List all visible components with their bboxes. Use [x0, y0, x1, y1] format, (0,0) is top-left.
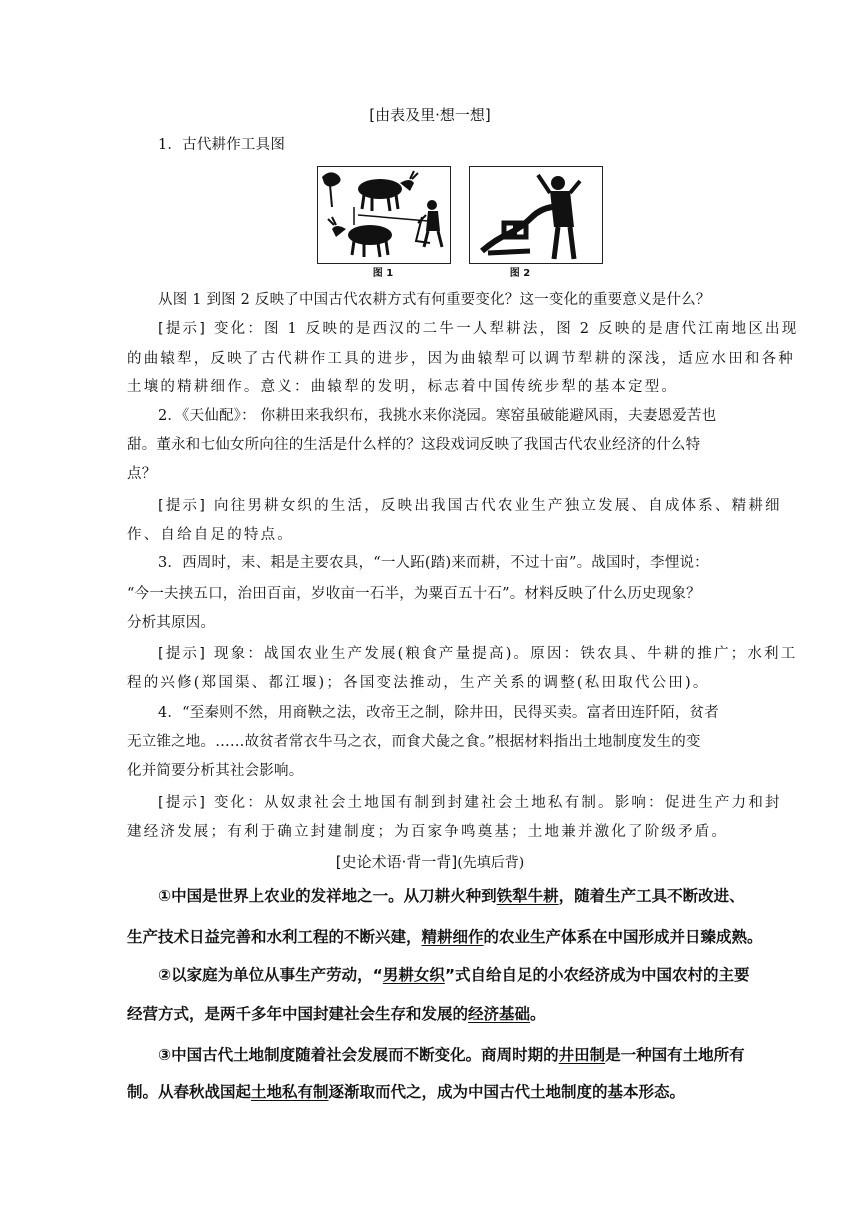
q2-hint-line-1: [提示] 向往男耕女织的生活，反映出我国古代农业生产独立发展、自成体系、精耕细 — [158, 498, 782, 514]
q3-hint-line-2: 程的兴修(郑国渠、都江堰)；各国变法推动，生产关系的调整(私田取代公田)。 — [127, 675, 710, 691]
section-title-think: [由表及里·想一想] — [369, 106, 491, 124]
q2-line-3: 点？ — [127, 466, 157, 482]
q1-label: 1．古代耕作工具图 — [158, 137, 286, 153]
q3-line-3: 分析其原因。 — [127, 615, 216, 631]
recite-p2-line-2: 经营方式，是两千多年中国封建社会生存和发展的经济基础。 — [127, 1005, 546, 1023]
hint-tag: [提示] — [158, 646, 208, 662]
q2-hint-line-2: 作、自给自足的特点。 — [127, 527, 294, 543]
fill-blank-answer: 铁犁牛耕 — [496, 887, 559, 905]
hint-tag: [提示] — [158, 321, 208, 337]
q1-hint-line-2: 的曲辕犁，反映了古代耕作工具的进步，因为曲辕犁可以调节犁耕的深浅，适应水田和各种 — [127, 351, 795, 367]
q4-line-3: 化并简要分析其社会影响。 — [127, 763, 304, 779]
q4-line-2: 无立锥之地。……故贫者常衣牛马之衣，而食犬彘之食。”根据材料指出土地制度发生的变 — [127, 734, 701, 750]
fill-blank-answer: 经济基础 — [468, 1005, 531, 1023]
hint-tag: [提示] — [158, 795, 208, 811]
q4-hint-line-1: [提示] 变化：从奴隶社会土地国有制到封建社会土地私有制。影响：促进生产力和封 — [158, 795, 782, 811]
q1-question: 从图 1 到图 2 反映了中国古代农耕方式有何重要变化？这一变化的重要意义是什么？ — [158, 292, 711, 308]
q1-hint-line-3: 土壤的精耕细作。意义：曲辕犁的发明，标志着中国传统步犁的基本定型。 — [127, 379, 679, 395]
curved-plough-illustration — [470, 167, 602, 263]
q3-line-2: “今一夫挟五口，治田百亩，岁收亩一石半，为粟百五十石”。材料反映了什么历史现象？ — [127, 586, 701, 602]
recite-p1-line-1: ①中国是世界上农业的发祥地之一。从刀耕火种到铁犁牛耕，随着生产工具不断改进、 — [158, 887, 745, 905]
q2-line-1: 2．《天仙配》： 你耕田来我织布，我挑水来你浇园。寒窑虽破能避风雨，夫妻恩爱苦也 — [158, 408, 717, 424]
section-title-recite: [史论术语·背一背](先填后背) — [335, 853, 525, 871]
fill-blank-answer: 男耕女织 — [382, 966, 445, 984]
hint-tag: [提示] — [158, 498, 208, 514]
fill-blank-answer: 土地私有制 — [251, 1083, 329, 1101]
recite-p3-line-1: ③中国古代土地制度随着社会发展而不断变化。商周时期的井田制是一种国有土地所有 — [158, 1046, 745, 1064]
recite-p3-line-2: 制。从春秋战国起土地私有制逐渐取而代之，成为中国古代土地制度的基本形态。 — [127, 1083, 686, 1101]
figure-1-ox-plough — [317, 166, 451, 264]
q4-line-1: 4．“至秦则不然，用商鞅之法，改帝王之制，除井田，民得买卖。富者田连阡陌，贫者 — [158, 705, 719, 721]
q2-line-2: 甜。董永和七仙女所向往的生活是什么样的？这段戏词反映了我国古代农业经济的什么特 — [127, 437, 701, 453]
figure-2-curved-plough — [469, 166, 603, 264]
fill-blank-answer: 井田制 — [558, 1046, 606, 1064]
q1-hint-line-1: [提示] 变化：图 1 反映的是西汉的二牛一人犁耕法，图 2 反映的是唐代江南地区出现 — [158, 321, 799, 337]
recite-p2-line-1: ②以家庭为单位从事生产劳动，“男耕女织”式自给自足的小农经济成为中国农村的主要 — [158, 966, 750, 984]
q3-hint-line-1: [提示] 现象：战国农业生产发展(粮食产量提高)。原因：铁农具、牛耕的推广；水利工 — [158, 646, 798, 662]
figure-2-caption: 图 2 — [509, 268, 531, 279]
q4-hint-line-2: 建经济发展；有利于确立封建制度；为百家争鸣奠基；土地兼并激化了阶级矛盾。 — [127, 824, 729, 840]
recite-p1-line-2: 生产技术日益完善和水利工程的不断兴建，精耕细作的农业生产体系在中国形成并日臻成熟。 — [127, 928, 763, 946]
ox-plough-illustration — [318, 167, 450, 263]
fill-blank-answer: 精耕细作 — [421, 928, 484, 946]
figure-1-caption: 图 1 — [372, 268, 394, 279]
q3-line-1: 3．西周时，耒、耜是主要农具，“一人跖(踏)来而耕，不过十亩”。战国时，李悝说： — [158, 555, 709, 571]
